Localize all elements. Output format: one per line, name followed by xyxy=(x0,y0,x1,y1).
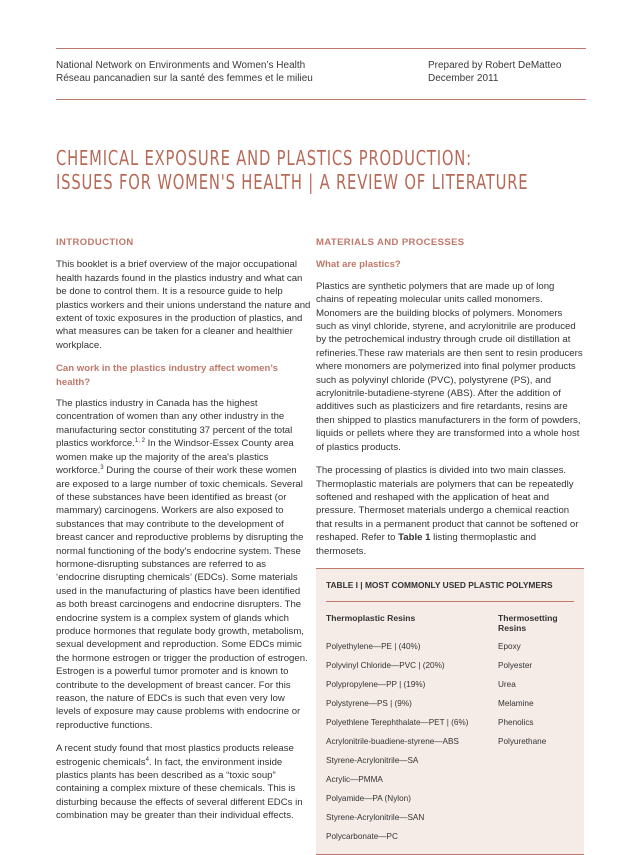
thermoplastic-cell: Styrene-Acrylonitrile—SAN xyxy=(326,813,425,823)
introduction-heading: INTRODUCTION xyxy=(56,237,134,248)
thermoplastic-cell: Polyethylene—PE | (40%) xyxy=(326,642,421,652)
table-reference: Table 1 xyxy=(398,532,431,544)
workforce-text-c: During the course of their work these women are exposed to a large number of toxic chemicals. Several of these substances have been identified as breast (or mammary) carcinogens. Workers are also exposed to substances that may contribute to the development of breast cancer and reproductive problems by disrupting the normal functioning of the body's endocrine system. These hormone-disrupting substances are referred to as ‘endocrine disrupting chemicals’ (EDCs). Some materials used in the manufacturing of plastics have been identified as both breast carcinogens and endocrine disrupters. The endocrine system is a complex system of glands which produce hormones that regulate body growth, metabolism, sexual development and reproduction. Some EDCs mimic the hormone estrogen or trigger the production of estrogen. Estrogen is a powerful tumor promoter and is known to contribute to the development of breast cancer. For this reason, the nature of EDCs is such that even very low levels of exposure may cause problems with endocrine or reproductive functions. xyxy=(56,465,308,731)
workforce-text-b: In the Windsor-Essex County area women make up the majority of the area's plastics workforce. xyxy=(56,438,294,477)
workforce-text-a: The plastics industry in Canada has the highest concentration of women than any other industry in the manufacturing sector constituting 37 percent of the total plastics workforce. xyxy=(56,398,293,450)
thermosetting-cell: Urea xyxy=(498,680,516,690)
thermoplastic-cell: Polyvinyl Chloride—PVC | (20%) xyxy=(326,661,445,671)
thermosetting-cell: Phenolics xyxy=(498,718,534,728)
thermoplastic-cell: Polypropylene—PP | (19%) xyxy=(326,680,426,690)
study-text-b: . In fact, the environment inside plastics plants has been described as a “toxic soup” containing a complex mixture of these chemicals. This is disturbing because the effects of several different EDCs in combination may be greater than their individual effects. xyxy=(56,756,303,822)
workforce-paragraph xyxy=(56,397,311,732)
thermoplastic-cell: Polycarbonate—PC xyxy=(326,832,398,842)
thermosetting-cell xyxy=(498,832,574,842)
table-row xyxy=(326,734,574,753)
thermoplastic-cell: Polyethlene Terephthalate—PET | (6%) xyxy=(326,718,469,728)
processing-text-a: The processing of plastics is divided into two main classes. Thermoplastic materials are polymers that can be repeatedly softened and reshaped with the application of heat and pressure. Thermoset materials undergo a chemical reaction that results in a permanent product that cannot be softened or reshaped. Refer to xyxy=(316,465,579,544)
document-title xyxy=(56,146,596,194)
plastics-definition-paragraph: Plastics are synthetic polymers that are made up of long chains of repeating molecular units called monomers. Monomers are the building blocks of polymers. Monomers such as vinyl chloride, styrene, and acrylonitrile are produced by the petrochemical industry through crude oil distillation at refineries.These raw materials are then sent to resin producers where monomers are polymerized into final polymer products such as polyvinyl chloride (PVC), polystyrene (PS), and acrylonitrile-butadiene-styrene (ABS). After the addition of additives such as plasticizers and fire retardants, resins are then shipped to plastics manufacturers in the form of powders, liquids or pellets where they are transformed into a whole host of plastics products. xyxy=(316,280,583,453)
table-row xyxy=(326,639,574,658)
materials-heading: MATERIALS AND PROCESSES xyxy=(316,237,465,248)
table-row xyxy=(326,696,574,715)
thermosetting-cell xyxy=(498,756,574,766)
table-row xyxy=(326,677,574,696)
thermoplastic-header: Thermoplastic Resins xyxy=(326,613,416,624)
thermosetting-header: Thermosetting Resins xyxy=(498,613,558,634)
thermosetting-cell: Epoxy xyxy=(498,642,521,652)
table-row xyxy=(326,810,574,829)
table-title: TABLE I | MOST COMMONLY USED PLASTIC POLYMERS xyxy=(326,575,574,602)
introduction-paragraph: This booklet is a brief overview of the major occupational health hazards found in the plastics industry and what can be done to control them. It is a resource guide to help plastics workers and their unions understand the nature and extent of toxic exposures in the production of plastics, and what measures can be taken for a cleaner and healthier workplace. xyxy=(56,259,311,351)
polymers-table xyxy=(316,568,584,855)
page-header xyxy=(56,48,586,100)
table-row xyxy=(326,829,574,848)
study-text-a: A recent study found that most plastics products release estrogenic chemicals xyxy=(56,743,294,768)
org-name-french: Réseau pancanadien sur la santé des femmes et le milieu xyxy=(56,73,313,84)
thermoplastic-cell: Acrylic—PMMA xyxy=(326,775,383,785)
right-column xyxy=(316,236,584,855)
thermosetting-cell: Melamine xyxy=(498,699,534,709)
left-column xyxy=(56,236,311,833)
table-row xyxy=(326,658,574,677)
footnote-ref: 4 xyxy=(145,756,149,763)
footnote-ref: 1, 2 xyxy=(134,438,145,445)
thermosetting-cell: Polyester xyxy=(498,661,533,671)
processing-paragraph xyxy=(316,464,584,558)
table-row xyxy=(326,772,574,791)
thermoplastic-cell: Styrene-Acrylonitrile—SA xyxy=(326,756,419,766)
womens-health-question: Can work in the plastics industry affect women’s health? xyxy=(56,363,278,388)
footnote-ref: 3 xyxy=(100,464,104,471)
processing-text-b: listing thermoplastic and thermosets. xyxy=(316,532,537,557)
title-line-2: ISSUES FOR WOMEN'S HEALTH | A REVIEW OF LITERATURE xyxy=(56,170,529,194)
thermosetting-cell xyxy=(498,775,574,785)
thermoplastic-cell: Polyamide—PA (Nylon) xyxy=(326,794,411,804)
thermosetting-cell xyxy=(498,794,574,804)
what-are-plastics-heading: What are plastics? xyxy=(316,259,401,271)
table-row xyxy=(326,791,574,810)
table-row xyxy=(326,753,574,772)
org-name-english: National Network on Environments and Women’s Health xyxy=(56,60,306,71)
title-line-1: CHEMICAL EXPOSURE AND PLASTICS PRODUCTION: xyxy=(56,146,472,170)
date: December 2011 xyxy=(428,73,499,84)
thermoplastic-cell: Polystyrene—PS | (9%) xyxy=(326,699,412,709)
author-info xyxy=(428,59,561,85)
table-row xyxy=(326,715,574,734)
study-paragraph xyxy=(56,742,311,822)
table-header-row xyxy=(326,610,574,639)
author: Prepared by Robert DeMatteo xyxy=(428,60,562,71)
thermosetting-cell: Polyurethane xyxy=(498,737,547,747)
thermoplastic-cell: Acrylonitrile-buadiene-styrene—ABS xyxy=(326,737,459,747)
thermosetting-cell xyxy=(498,813,574,823)
organization-names xyxy=(56,59,313,85)
